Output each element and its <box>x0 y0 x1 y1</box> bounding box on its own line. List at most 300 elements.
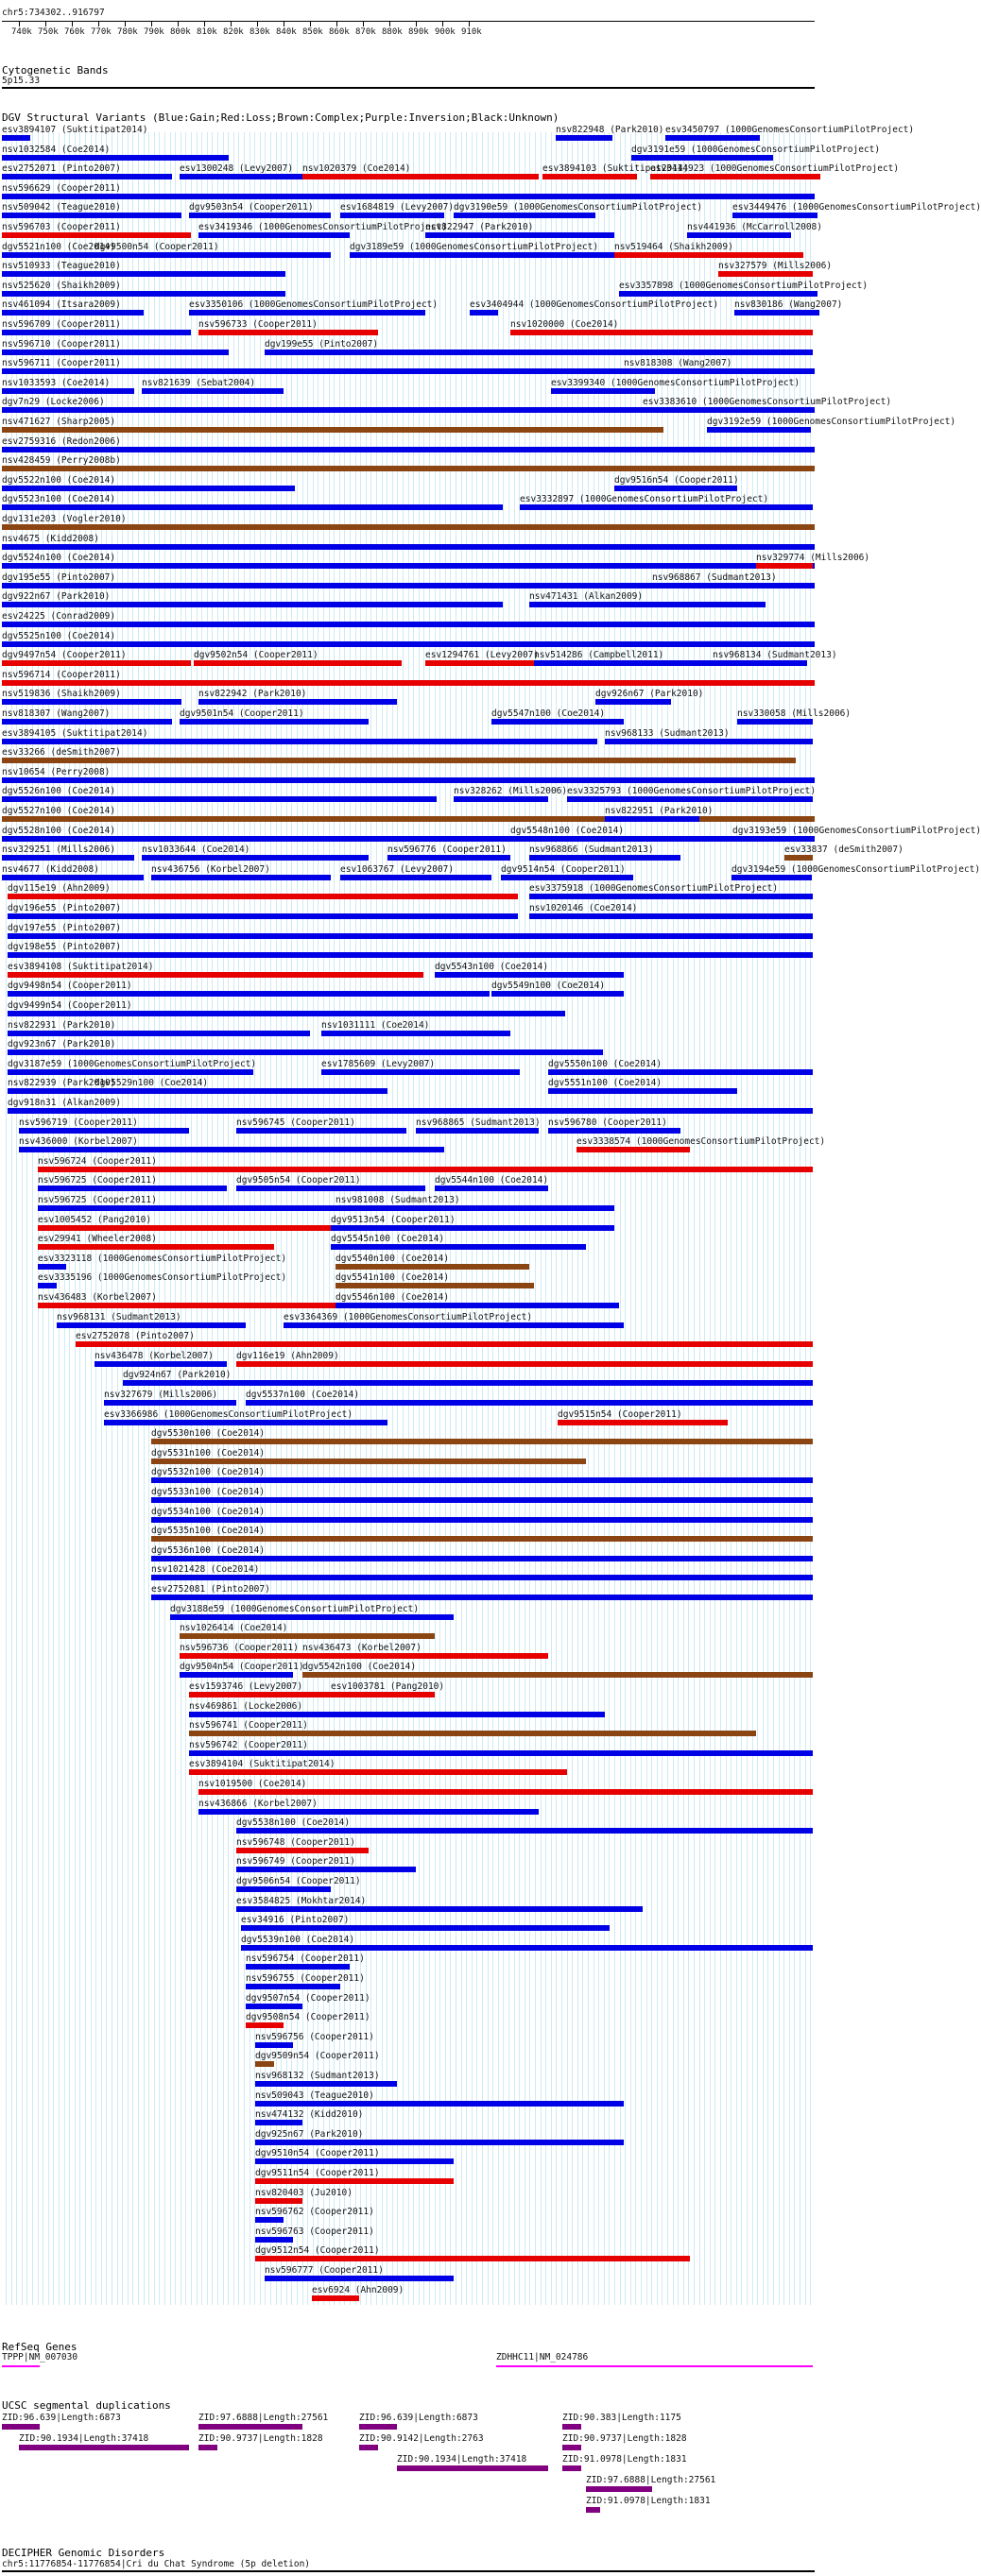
variant-bar <box>246 1964 350 1970</box>
grid-line <box>625 132 626 2305</box>
variant-label: dgv5529n100 (Coe2014) <box>95 1078 209 1089</box>
segdup-label: ZID:90.1934|Length:37418 <box>19 2433 149 2444</box>
variant-bar <box>255 2120 302 2125</box>
variant-label: dgv9499n54 (Cooper2011) <box>8 1000 132 1011</box>
variant-bar <box>189 1769 567 1775</box>
variant-label: nsv1021428 (Coe2014) <box>151 1564 260 1576</box>
segdup-label: ZID:91.0978|Length:1831 <box>562 2454 687 2465</box>
variant-bar <box>737 719 813 725</box>
ruler-tick-label: 780k <box>117 27 138 37</box>
variant-label: nsv822931 (Park2010) <box>8 1019 116 1031</box>
variant-label: esv3414923 (1000GenomesConsortiumPilotProject) <box>650 163 900 175</box>
variant-label: nsv830186 (Wang2007) <box>734 299 843 311</box>
variant-bar <box>142 388 284 394</box>
variant-label: nsv1020000 (Coe2014) <box>510 319 619 330</box>
variant-label: esv3894107 (Suktitipat2014) <box>2 125 148 135</box>
variant-bar <box>151 1536 813 1542</box>
segdup-bar <box>586 2507 600 2513</box>
variant-label: nsv981008 (Sudmant2013) <box>336 1195 460 1205</box>
ruler-tick <box>72 21 73 26</box>
variant-label: esv33266 (deSmith2007) <box>2 747 121 759</box>
variant-bar <box>180 174 302 179</box>
variant-label: dgv925n67 (Park2010) <box>255 2128 364 2140</box>
variant-bar <box>142 855 369 861</box>
variant-bar <box>180 1653 321 1659</box>
grid-line <box>191 132 192 2305</box>
variant-label: dgv5523n100 (Coe2014) <box>2 494 116 505</box>
variant-label: esv1063767 (Levy2007) <box>340 863 455 875</box>
variant-bar <box>241 1925 610 1931</box>
variant-label: nsv596703 (Cooper2011) <box>2 222 121 232</box>
grid-line <box>667 132 668 2305</box>
variant-label: nsv596714 (Cooper2011) <box>2 669 121 680</box>
variant-bar <box>170 1614 454 1620</box>
variant-label: dgv9509n54 (Cooper2011) <box>255 2051 380 2062</box>
variant-bar <box>8 1069 253 1075</box>
segdup-label: ZID:97.6888|Length:27561 <box>198 2413 329 2423</box>
variant-bar <box>180 719 369 725</box>
variant-bar <box>605 816 699 822</box>
variant-label: dgv131e203 (Vogler2010) <box>2 514 127 524</box>
variant-label: dgv9503n54 (Cooper2011) <box>189 202 314 213</box>
variant-label: nsv329251 (Mills2006) <box>2 844 116 856</box>
variant-bar <box>246 1984 340 1989</box>
grid-line <box>492 132 493 2305</box>
variant-bar <box>236 1186 425 1191</box>
variant-label: dgv3187e59 (1000GenomesConsortiumPilotProject) <box>8 1058 257 1069</box>
variant-label: dgv5531n100 (Coe2014) <box>151 1447 266 1459</box>
grid-line <box>551 132 552 2305</box>
variant-bar <box>2 194 815 199</box>
variant-label: nsv436478 (Korbel2007) <box>95 1350 214 1361</box>
variant-label: nsv1020146 (Coe2014) <box>529 903 638 913</box>
variant-label: nsv822942 (Park2010) <box>198 689 307 700</box>
variant-bar <box>302 1672 813 1678</box>
ruler-tick-label: 880k <box>382 27 403 37</box>
variant-label: nsv822947 (Park2010) <box>425 222 534 232</box>
variant-bar <box>8 894 518 899</box>
variant-label: esv3375918 (1000GenomesConsortiumPilotProject) <box>529 883 779 895</box>
ruler-tick-label: 810k <box>197 27 217 37</box>
variant-bar <box>255 2256 690 2261</box>
variant-label: dgv9512n54 (Cooper2011) <box>255 2245 380 2257</box>
variant-bar <box>331 1692 435 1697</box>
variant-label: esv2752071 (Pinto2007) <box>2 163 121 175</box>
variant-bar <box>57 1322 246 1328</box>
variant-label: dgv9502n54 (Cooper2011) <box>194 650 318 661</box>
grid-line <box>201 132 202 2305</box>
variant-label: esv3584825 (Mokhtar2014) <box>236 1895 367 1906</box>
variant-bar <box>246 1400 813 1406</box>
variant-label: esv3449476 (1000GenomesConsortiumPilotProject) <box>732 202 981 213</box>
grid-line <box>779 132 780 2305</box>
ruler-tick-label: 860k <box>329 27 350 37</box>
variant-label: dgv5548n100 (Coe2014) <box>510 825 625 836</box>
grid-line <box>704 132 705 2305</box>
variant-bar <box>236 1128 406 1134</box>
variant-label: nsv519836 (Shaikh2009) <box>2 689 121 700</box>
ruler-tick-label: 790k <box>144 27 164 37</box>
segdup-bar <box>19 2445 189 2450</box>
variant-label: nsv968867 (Sudmant2013) <box>652 571 777 583</box>
grid-line <box>488 132 489 2305</box>
cytoband-label: 5p15.33 <box>2 76 41 86</box>
variant-label: nsv327579 (Mills2006) <box>718 261 833 272</box>
variant-label: dgv5526n100 (Coe2014) <box>2 786 116 797</box>
variant-bar <box>707 427 811 433</box>
variant-label: nsv461094 (Itsara2009) <box>2 299 121 311</box>
variant-label: nsv1019500 (Coe2014) <box>198 1779 307 1789</box>
segdup-bar <box>198 2424 302 2430</box>
variant-label: nsv596763 (Cooper2011) <box>255 2226 374 2237</box>
variant-bar <box>650 174 820 179</box>
ruler-tick-label: 870k <box>355 27 376 37</box>
variant-bar <box>2 155 229 161</box>
grid-line <box>646 132 647 2305</box>
variant-label: esv3350106 (1000GenomesConsortiumPilotProject) <box>189 299 439 311</box>
variant-bar <box>2 739 597 744</box>
variant-bar <box>2 660 191 666</box>
grid-line <box>783 132 784 2305</box>
variant-bar <box>321 1069 520 1075</box>
variant-bar <box>2 719 172 725</box>
ruler-tick <box>336 21 337 26</box>
segdup-label: ZID:90.383|Length:1175 <box>562 2413 681 2423</box>
dgv-title: DGV Structural Variants (Blue:Gain;Red:Loss;Brown:Complex;Purple:Inversion;Black:Unknown) <box>2 111 559 124</box>
cytoband-bar <box>2 87 815 89</box>
grid-line <box>503 132 504 2305</box>
grid-line <box>630 132 631 2305</box>
variant-label: nsv968132 (Sudmant2013) <box>255 2071 380 2081</box>
variant-label: esv3335196 (1000GenomesConsortiumPilotProject) <box>38 1272 287 1284</box>
variant-label: esv1300248 (Levy2007) <box>180 163 294 175</box>
segdup-label: ZID:96.639|Length:6873 <box>2 2413 121 2423</box>
variant-bar <box>198 1809 539 1815</box>
variant-label: nsv596736 (Cooper2011) <box>180 1642 299 1653</box>
variant-bar <box>241 1945 813 1951</box>
grid-line <box>683 132 684 2305</box>
grid-line <box>588 132 589 2305</box>
variant-label: nsv596762 (Cooper2011) <box>255 2207 374 2218</box>
variant-bar <box>76 1341 813 1347</box>
variant-bar <box>2 641 815 647</box>
variant-bar <box>198 699 397 705</box>
variant-label: dgv9511n54 (Cooper2011) <box>255 2168 380 2178</box>
grid-line <box>170 132 171 2305</box>
ruler-tick <box>257 21 258 26</box>
variant-label: nsv1026414 (Coe2014) <box>180 1623 288 1634</box>
decipher-entry: chr5:11776854-11776854|Cri du Chat Syndrome (5p deletion) <box>2 2559 311 2569</box>
grid-line <box>582 132 583 2305</box>
variant-label: dgv5535n100 (Coe2014) <box>151 1526 266 1537</box>
variant-bar <box>2 758 796 763</box>
ruler-tick <box>178 21 179 26</box>
ruler-tick <box>151 21 152 26</box>
grid-line <box>736 132 737 2305</box>
ruler-tick <box>416 21 417 26</box>
variant-bar <box>548 1128 680 1134</box>
grid-line <box>519 132 520 2305</box>
variant-bar <box>151 1556 813 1561</box>
variant-label: dgv115e19 (Ahn2009) <box>8 883 111 895</box>
variant-bar <box>2 524 815 530</box>
variant-label: dgv5541n100 (Coe2014) <box>336 1272 450 1284</box>
variant-label: nsv596748 (Cooper2011) <box>236 1836 355 1848</box>
variant-bar <box>104 1420 387 1425</box>
variant-label: nsv596725 (Cooper2011) <box>38 1175 157 1186</box>
variant-bar <box>529 913 813 919</box>
grid-line <box>476 132 477 2305</box>
variant-bar <box>265 350 813 355</box>
variant-label: nsv474132 (Kidd2010) <box>255 2109 364 2121</box>
variant-bar <box>151 1439 813 1444</box>
variant-bar <box>643 407 813 413</box>
variant-label: nsv436483 (Korbel2007) <box>38 1292 157 1303</box>
ruler-tick <box>125 21 126 26</box>
segdup-bar <box>562 2445 581 2450</box>
variant-bar <box>542 174 637 179</box>
ruler-tick-label: 820k <box>223 27 244 37</box>
variant-label: dgv9506n54 (Cooper2011) <box>236 1876 361 1886</box>
variant-bar <box>236 1361 813 1367</box>
variant-label: nsv328262 (Mills2006) <box>454 786 568 797</box>
variant-label: esv1294761 (Levy2007) <box>425 650 540 661</box>
decipher-bar <box>2 2570 815 2572</box>
variant-label: dgv923n67 (Park2010) <box>8 1039 116 1050</box>
variant-bar <box>8 1049 603 1055</box>
decipher-title: DECIPHER Genomic Disorders <box>2 2547 165 2559</box>
variant-bar <box>8 972 423 978</box>
grid-line <box>514 132 515 2305</box>
variant-bar <box>713 660 807 666</box>
variant-label: esv3419346 (1000GenomesConsortiumPilotProject) <box>198 222 448 232</box>
grid-line <box>175 132 176 2305</box>
variant-label: nsv596776 (Cooper2011) <box>387 844 507 856</box>
variant-label: dgv5544n100 (Coe2014) <box>435 1175 549 1186</box>
variant-bar <box>2 330 191 335</box>
variant-bar <box>321 1031 510 1036</box>
segdup-label: ZID:90.9737|Length:1828 <box>198 2433 323 2444</box>
variant-bar <box>2 777 815 783</box>
grid-line <box>598 132 599 2305</box>
variant-bar <box>2 135 30 141</box>
variant-bar <box>246 2022 284 2028</box>
grid-line <box>217 132 218 2305</box>
variant-bar <box>2 563 815 569</box>
grid-line <box>604 132 605 2305</box>
variant-label: nsv436756 (Korbel2007) <box>151 863 270 875</box>
variant-bar <box>312 2295 359 2301</box>
ruler-tick <box>204 21 205 26</box>
variant-label: dgv197e55 (Pinto2007) <box>8 922 122 933</box>
grid-line <box>635 132 636 2305</box>
variant-label: nsv596733 (Cooper2011) <box>198 319 318 330</box>
grid-line <box>577 132 578 2305</box>
grid-line <box>741 132 742 2305</box>
variant-bar <box>718 271 813 277</box>
variant-label: esv2752078 (Pinto2007) <box>76 1331 195 1342</box>
grid-line <box>720 132 721 2305</box>
variant-label: dgv5522n100 (Coe2014) <box>2 474 116 486</box>
variant-bar <box>8 991 490 997</box>
grid-line <box>561 132 562 2305</box>
variant-label: nsv596755 (Cooper2011) <box>246 1973 365 1984</box>
grid-line <box>757 132 758 2305</box>
variant-label: dgv3192e59 (1000GenomesConsortiumPilotProject) <box>707 417 956 427</box>
variant-label: esv2752081 (Pinto2007) <box>151 1584 270 1595</box>
variant-bar <box>731 875 812 880</box>
grid-line <box>688 132 689 2305</box>
variant-bar <box>151 1497 813 1503</box>
variant-label: dgv5525n100 (Coe2014) <box>2 630 116 641</box>
grid-line <box>154 132 155 2305</box>
grid-line <box>212 132 213 2305</box>
variant-label: nsv596710 (Cooper2011) <box>2 338 121 350</box>
variant-bar <box>189 1750 813 1756</box>
variant-bar <box>2 855 134 861</box>
variant-label: esv3894104 (Suktitipat2014) <box>189 1759 336 1770</box>
variant-label: esv3894103 (Suktitipat2014) <box>542 163 689 175</box>
variant-label: nsv596724 (Cooper2011) <box>38 1155 157 1167</box>
grid-line <box>773 132 774 2305</box>
variant-label: dgv9497n54 (Cooper2011) <box>2 650 127 661</box>
ruler-tick-label: 890k <box>408 27 429 37</box>
variant-bar <box>180 1672 293 1678</box>
variant-bar <box>2 213 181 218</box>
variant-bar <box>198 232 350 238</box>
variant-label: nsv441936 (McCarroll2008) <box>687 222 822 232</box>
grid-line <box>810 132 811 2305</box>
variant-label: nsv822948 (Park2010) <box>556 125 664 135</box>
variant-bar <box>255 2158 454 2164</box>
grid-line <box>508 132 509 2305</box>
segdup-label: ZID:90.9737|Length:1828 <box>562 2433 687 2444</box>
variant-label: nsv968865 (Sudmant2013) <box>416 1117 541 1128</box>
variant-bar <box>236 1867 416 1872</box>
variant-bar <box>198 1789 813 1795</box>
variant-label: nsv968131 (Sudmant2013) <box>57 1311 181 1322</box>
variant-label: nsv4675 (Kidd2008) <box>2 533 99 544</box>
variant-label: dgv199e55 (Pinto2007) <box>265 338 379 350</box>
variant-label: dgv5524n100 (Coe2014) <box>2 553 116 564</box>
variant-label: esv29941 (Wheeler2008) <box>38 1234 157 1245</box>
variant-bar <box>548 1069 813 1075</box>
variant-bar <box>756 563 813 569</box>
grid-line <box>714 132 715 2305</box>
variant-bar <box>2 504 503 510</box>
variant-label: dgv5536n100 (Coe2014) <box>151 1544 266 1556</box>
variant-bar <box>255 2217 284 2223</box>
variant-bar <box>556 135 612 141</box>
grid-line <box>535 132 536 2305</box>
segdup-label: ZID:90.9142|Length:2763 <box>359 2433 484 2444</box>
variant-label: dgv5521n100 (Coe2014) <box>2 241 116 252</box>
variant-label: dgv9515n54 (Cooper2011) <box>558 1408 682 1420</box>
grid-line <box>244 132 245 2305</box>
variant-bar <box>265 2276 454 2281</box>
segdup-label: ZID:90.1934|Length:37418 <box>397 2454 527 2465</box>
variant-bar <box>619 291 818 297</box>
variant-bar <box>2 310 144 316</box>
variant-bar <box>38 1283 57 1288</box>
variant-bar <box>501 875 633 880</box>
variant-label: dgv924n67 (Park2010) <box>123 1370 232 1381</box>
ruler-tick <box>389 21 390 26</box>
variant-label: dgv9510n54 (Cooper2011) <box>255 2148 380 2159</box>
segdup-bar <box>359 2445 378 2450</box>
variant-label: dgv9513n54 (Cooper2011) <box>331 1214 456 1225</box>
variant-label: esv24225 (Conrad2009) <box>2 611 116 622</box>
grid-line <box>726 132 727 2305</box>
variant-label: nsv596780 (Cooper2011) <box>548 1117 667 1128</box>
variant-bar <box>491 719 624 725</box>
variant-bar <box>2 486 295 491</box>
gene-bar <box>496 2365 813 2367</box>
variant-label: esv3332897 (1000GenomesConsortiumPilotProject) <box>520 494 769 505</box>
grid-line <box>207 132 208 2305</box>
variant-label: dgv918n31 (Alkan2009) <box>8 1098 122 1108</box>
variant-bar <box>19 1147 444 1152</box>
variant-label: esv1593746 (Levy2007) <box>189 1681 303 1692</box>
grid-line <box>498 132 499 2305</box>
variant-bar <box>2 699 181 705</box>
variant-label: dgv9500n54 (Cooper2011) <box>95 241 219 252</box>
grid-line <box>197 132 198 2305</box>
variant-bar <box>2 232 191 238</box>
variant-label: nsv822939 (Park2010) <box>8 1078 116 1089</box>
variant-bar <box>652 583 737 589</box>
variant-bar <box>255 2081 397 2087</box>
grid-line <box>545 132 546 2305</box>
variant-label: nsv525620 (Shaikh2009) <box>2 280 121 291</box>
grid-line <box>228 132 229 2305</box>
variant-bar <box>2 875 144 880</box>
variant-label: nsv596777 (Cooper2011) <box>265 2265 384 2276</box>
variant-label: nsv519464 (Shaikh2009) <box>614 241 733 252</box>
variant-label: esv3383610 (1000GenomesConsortiumPilotProject) <box>643 397 892 408</box>
variant-bar <box>2 350 229 355</box>
variant-bar <box>331 1225 614 1231</box>
segdup-label: ZID:91.0978|Length:1831 <box>586 2496 711 2506</box>
variant-bar <box>567 796 813 802</box>
variant-label: nsv509042 (Teague2010) <box>2 202 121 213</box>
variant-label: nsv820403 (Ju2010) <box>255 2187 353 2198</box>
variant-bar <box>614 252 803 258</box>
variant-label: esv3399340 (1000GenomesConsortiumPilotProject) <box>551 377 800 388</box>
grid-line <box>641 132 642 2305</box>
variant-label: dgv5538n100 (Coe2014) <box>236 1817 351 1829</box>
grid-line <box>164 132 165 2305</box>
variant-label: dgv5545n100 (Coe2014) <box>331 1234 445 1245</box>
variant-label: nsv436000 (Korbel2007) <box>19 1136 138 1148</box>
grid-line <box>752 132 753 2305</box>
variant-bar <box>665 135 760 141</box>
variant-label: nsv596741 (Cooper2011) <box>189 1720 308 1732</box>
variant-bar <box>520 504 813 510</box>
variant-label: dgv3193e59 (1000GenomesConsortiumPilotProject) <box>732 825 981 836</box>
variant-bar <box>624 368 680 374</box>
variant-label: nsv1032584 (Coe2014) <box>2 144 111 155</box>
variant-bar <box>189 1712 605 1717</box>
variant-label: nsv596756 (Cooper2011) <box>255 2031 374 2042</box>
variant-bar <box>2 447 815 452</box>
variant-bar <box>194 660 402 666</box>
variant-bar <box>529 855 680 861</box>
segdup-bar <box>397 2465 548 2471</box>
variant-bar <box>8 913 518 919</box>
variant-label: dgv5542n100 (Coe2014) <box>302 1662 417 1673</box>
segdup-title: UCSC segmental duplications <box>2 2399 171 2412</box>
